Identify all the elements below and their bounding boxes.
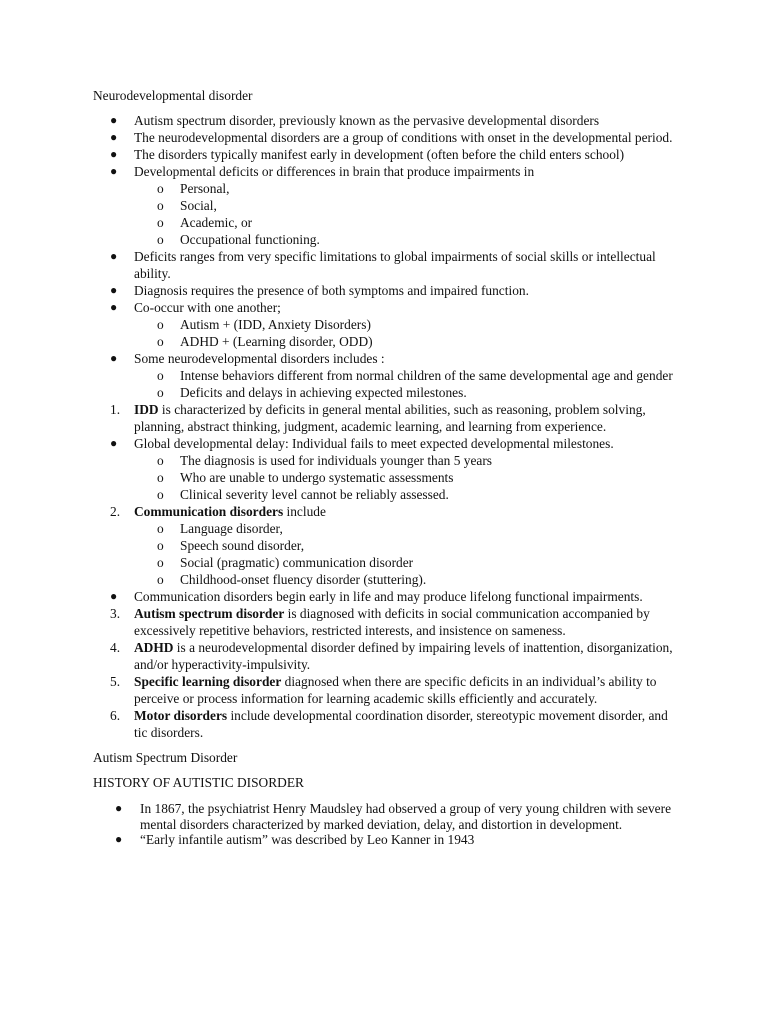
sub-list-item (93, 554, 683, 571)
sub-list-item (93, 537, 683, 554)
numbered-item (93, 503, 683, 520)
section-title-neurodevelopmental: Neurodevelopmental disorder (93, 88, 253, 103)
sub-list-item (93, 452, 683, 469)
list-item-text: Deficits and delays in achieving expected milestones. (180, 385, 467, 400)
bullet-icon: o (157, 555, 164, 570)
list-item-text: Occupational functioning. (180, 232, 320, 247)
sub-list-item (93, 316, 683, 333)
bullet-icon: ● (110, 589, 118, 603)
bullet-icon: ● (115, 832, 123, 846)
section-title-history: HISTORY OF AUTISTIC DISORDER (93, 775, 304, 790)
list-number: 2. (110, 504, 121, 519)
list-item-text: The diagnosis is used for individuals younger than 5 years (180, 453, 493, 468)
disorder-name: Specific learning disorder (134, 674, 282, 689)
list-item-text: is characterized by deficits in general mental abilities, such as reasoning, problem solving, planning, abstract thinking, judgment, academic learning, and learning from experience. (134, 402, 646, 434)
bullet-icon: ● (110, 283, 118, 297)
list-item (93, 299, 683, 316)
list-item-text: Co-occur with one another; (134, 300, 281, 315)
list-item-text: “Early infantile autism” was described by Leo Kanner in 1943 (140, 832, 475, 847)
list-item-text: Language disorder, (180, 521, 283, 536)
list-item-text: Communication disorders begin early in life and may produce lifelong functional impairments. (134, 589, 643, 604)
list-item-text: include (283, 504, 326, 519)
list-item-text: Personal, (180, 181, 230, 196)
list-item-text: The disorders typically manifest early in development (often before the child enters school) (134, 147, 625, 162)
list-item (93, 435, 683, 452)
list-item-text: Social, (180, 198, 217, 213)
bullet-icon: o (157, 470, 164, 485)
numbered-item (93, 673, 683, 707)
list-item-text: diagnosed when there are specific deficits in an individual’s ability to perceive or process information for learning academic skills efficiently and accurately. (134, 674, 657, 706)
bullet-icon: ● (115, 801, 123, 815)
sub-list-item (93, 231, 683, 248)
list-item-text: Who are unable to undergo systematic assessments (180, 470, 454, 485)
sub-list-item (93, 180, 683, 197)
bullet-icon: ● (110, 164, 118, 178)
bullet-icon: ● (110, 351, 118, 365)
list-item-text: Academic, or (180, 215, 253, 230)
list-item-text: Global developmental delay: Individual fails to meet expected developmental milestones. (134, 436, 614, 451)
sub-list-item (93, 520, 683, 537)
list-item (93, 588, 683, 605)
history-item (93, 832, 683, 848)
section-title-autism: Autism Spectrum Disorder (93, 750, 238, 765)
bullet-icon: o (157, 317, 164, 332)
bullet-icon: o (157, 453, 164, 468)
sub-list-item (93, 571, 683, 588)
list-item-text: is diagnosed with deficits in social communication accompanied by excessively repetitive behaviors, restricted interests, and insistence on sameness. (134, 606, 650, 638)
list-item-text: is a neurodevelopmental disorder defined by impairing levels of inattention, disorganization, and/or hyperactivity-impulsivity. (134, 640, 673, 672)
list-item (93, 163, 683, 180)
disorder-name: IDD (134, 402, 159, 417)
bullet-icon: ● (110, 436, 118, 450)
list-number: 6. (110, 708, 121, 723)
bullet-icon: ● (110, 300, 118, 314)
numbered-item (93, 639, 683, 673)
bullet-icon: o (157, 521, 164, 536)
numbered-item (93, 605, 683, 639)
list-number: 5. (110, 674, 121, 689)
bullet-icon: o (157, 385, 164, 400)
bullet-icon: o (157, 232, 164, 247)
list-number: 1. (110, 402, 121, 417)
list-item-text: Autism spectrum disorder, previously known as the pervasive developmental disorders (134, 113, 600, 128)
bullet-icon: o (157, 215, 164, 230)
sub-list-item (93, 384, 683, 401)
list-item-text: include developmental coordination disorder, stereotypic movement disorder, and tic disorders. (134, 708, 668, 740)
disorder-name: Motor disorders (134, 708, 228, 723)
list-item-text: Speech sound disorder, (180, 538, 305, 553)
numbered-item (93, 401, 683, 435)
list-item (93, 146, 683, 163)
list-item (93, 350, 683, 367)
sub-list-item (93, 486, 683, 503)
list-item-text: Deficits ranges from very specific limitations to global impairments of social skills or intellectual ability. (134, 249, 656, 281)
sub-list-item (93, 197, 683, 214)
disorder-name: ADHD (134, 640, 174, 655)
list-item-text: Some neurodevelopmental disorders includes : (134, 351, 385, 366)
list-item-text: Social (pragmatic) communication disorder (180, 555, 414, 570)
list-item (93, 282, 683, 299)
list-item-text: Autism + (IDD, Anxiety Disorders) (180, 317, 371, 332)
bullet-icon: o (157, 334, 164, 349)
list-item-text: Intense behaviors different from normal children of the same developmental age and gender (180, 368, 673, 383)
list-item-text: ADHD + (Learning disorder, ODD) (180, 334, 373, 349)
bullet-icon: o (157, 538, 164, 553)
bullet-icon: ● (110, 130, 118, 144)
bullet-icon: ● (110, 249, 118, 263)
list-number: 4. (110, 640, 121, 655)
bullet-icon: o (157, 181, 164, 196)
bullet-icon: o (157, 368, 164, 383)
sub-list-item (93, 333, 683, 350)
disorder-name: Autism spectrum disorder (134, 606, 285, 621)
list-item-text: The neurodevelopmental disorders are a group of conditions with onset in the developmental period. (134, 130, 673, 145)
sub-list-item (93, 469, 683, 486)
bullet-icon: o (157, 198, 164, 213)
list-item-text: Diagnosis requires the presence of both symptoms and impaired function. (134, 283, 529, 298)
history-item (93, 801, 683, 832)
sub-list-item (93, 214, 683, 231)
disorder-name: Communication disorders (134, 504, 284, 519)
list-item-text: In 1867, the psychiatrist Henry Maudsley had observed a group of very young children with severe mental disorders characterized by marked deviation, delay, and distortion in development. (140, 801, 672, 832)
list-number: 3. (110, 606, 121, 621)
bullet-icon: o (157, 487, 164, 502)
bullet-list-overview (93, 112, 683, 401)
bullet-list-history (93, 801, 683, 848)
bullet-icon: ● (110, 147, 118, 161)
list-item (93, 129, 683, 146)
list-item (93, 112, 683, 129)
list-item-text: Developmental deficits or differences in brain that produce impairments in (134, 164, 535, 179)
bullet-icon: o (157, 572, 164, 587)
list-item-text: Childhood-onset fluency disorder (stuttering). (180, 572, 427, 587)
document-page (93, 87, 683, 848)
numbered-list-disorders (93, 401, 683, 741)
list-item-text: Clinical severity level cannot be reliably assessed. (180, 487, 449, 502)
list-item (93, 248, 683, 282)
sub-list-item (93, 367, 683, 384)
bullet-icon: ● (110, 113, 118, 127)
numbered-item (93, 707, 683, 741)
